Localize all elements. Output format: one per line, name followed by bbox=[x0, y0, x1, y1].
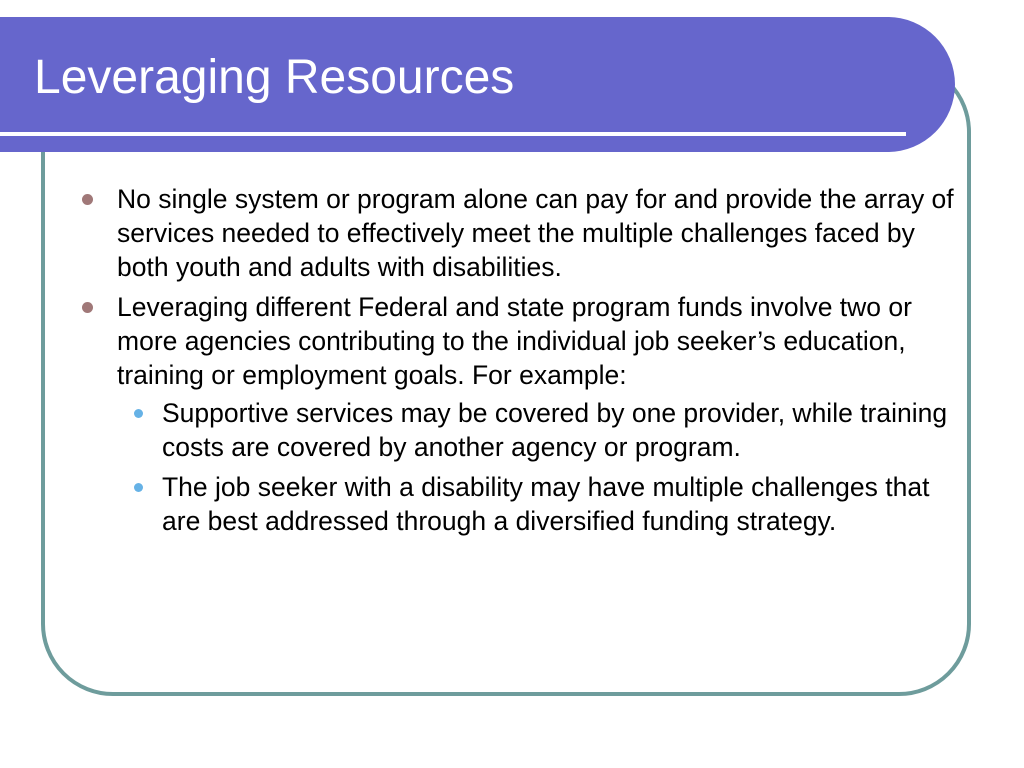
title-underline bbox=[0, 132, 906, 136]
sub-bullet-list bbox=[117, 396, 960, 538]
bullet-text: Leveraging different Federal and state program funds involve two or more agencies contributing to the individual job seeker’s education, training or employment goals. For example: bbox=[117, 292, 912, 390]
slide-title: Leveraging Resources bbox=[34, 51, 515, 104]
sub-bullet-dot-icon bbox=[134, 483, 143, 492]
sub-bullet-dot-icon bbox=[134, 409, 143, 418]
sub-bullet-item bbox=[117, 470, 960, 538]
bullet-item bbox=[80, 290, 960, 538]
bullet-item bbox=[80, 182, 960, 284]
bullet-list bbox=[80, 182, 960, 544]
sub-bullet-text: The job seeker with a disability may have multiple challenges that are best addressed through a diversified funding strategy. bbox=[162, 472, 930, 536]
sub-bullet-item bbox=[117, 396, 960, 464]
bullet-dot-icon bbox=[82, 302, 93, 313]
bullet-text: No single system or program alone can pay for and provide the array of services needed to effectively meet the multiple challenges faced by both youth and adults with disabilities. bbox=[117, 184, 954, 282]
sub-bullet-text: Supportive services may be covered by one provider, while training costs are covered by another agency or program. bbox=[162, 398, 948, 462]
bullet-dot-icon bbox=[82, 194, 93, 205]
